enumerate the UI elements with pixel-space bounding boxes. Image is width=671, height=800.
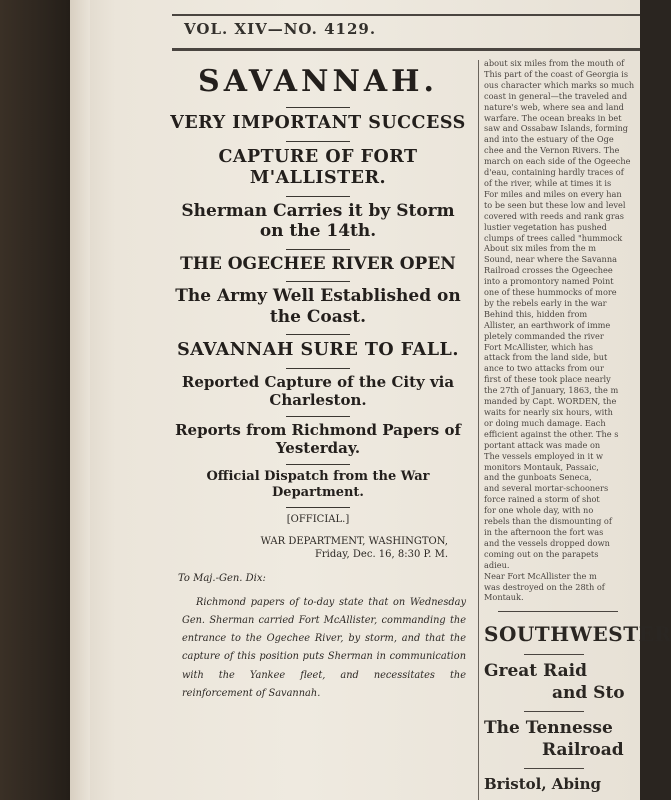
deck-1: VERY IMPORTANT SUCCESS (170, 113, 466, 133)
dispatch-body: Richmond papers of to-day state that on Wednesday Gen. Sherman carried Fort McAllister, commanding the entrance to the Ogechee River, by storm, and that the capture of this position puts Sherman in communication with the Yankee fleet, and necessitates the reinforcement of Savannah. (182, 597, 466, 699)
right-column-line: attack from the land side, but (484, 352, 608, 363)
deck-rule (286, 281, 350, 282)
right-column-line: first of these took place nearly (484, 374, 611, 385)
right-column-line: about six miles from the mouth of (484, 58, 625, 68)
right-heading-1: SOUTHWESTER (484, 622, 671, 647)
right-column-line: in the afternoon the fort was (484, 526, 604, 537)
right-column-text (484, 58, 644, 603)
right-column-line: Sound, near where the Savanna (484, 254, 617, 265)
headline: SAVANNAH. (198, 64, 438, 99)
right-column (484, 58, 671, 794)
right-column-line: by the rebels early in the war (484, 297, 607, 308)
masthead-rule-bottom (172, 48, 640, 51)
right-heading-4: The Tennesse (484, 718, 613, 739)
right-column-line: ance to two attacks from our (484, 363, 604, 374)
right-column-line: for one whole day, with no (484, 505, 594, 516)
right-column-line: nature's web, where sea and land (484, 101, 624, 112)
right-heading-5: Railroad (542, 740, 624, 761)
right-column-line: pletely commanded the river (484, 330, 604, 341)
right-column-line: Behind this, hidden from (484, 308, 588, 319)
right-column-line: This part of the coast of Georgia is (484, 68, 629, 79)
deck-rule (286, 249, 350, 250)
right-heading-2: Great Raid (484, 661, 587, 682)
right-column-line: to be seen but these low and level (484, 199, 626, 210)
right-column-line: clumps of trees called "hummock (484, 232, 623, 243)
right-column-line: and several mortar-schooners (484, 483, 609, 494)
right-column-line: one of these hummocks of more (484, 287, 617, 298)
right-column-line: or doing much damage. Each (484, 417, 606, 428)
right-column-line: d'eau, containing hardly traces of (484, 167, 624, 178)
right-column-line: Near Fort McAllister the m (484, 570, 597, 581)
right-column-line: Allister, an earthwork of imme (484, 319, 611, 330)
right-heading-6: Bristol, Abing (484, 775, 602, 794)
right-column-line: Montauk. (484, 592, 524, 603)
deck-6: SAVANNAH SURE TO FALL. (177, 339, 459, 360)
deck-4: THE OGECHEE RIVER OPEN (180, 253, 456, 274)
right-column-line: Fort McAllister, which has (484, 341, 593, 352)
right-column-rule (498, 611, 618, 612)
right-column-line: Railroad crosses the Ogeechee (484, 265, 613, 276)
deck-7: Reported Capture of the City via Charleston. (181, 372, 455, 409)
right-column-line: waits for nearly six hours, with (484, 407, 613, 417)
right-column-rule (524, 654, 584, 655)
dispatch-dept: WAR DEPARTMENT, WASHINGTON, (260, 536, 448, 548)
right-column-line: and the vessels dropped down (484, 537, 610, 548)
deck-rule (286, 416, 350, 417)
right-column-line: efficient against the other. The s (484, 428, 619, 439)
right-column-line: of the river, while at times it is (484, 177, 612, 188)
deck-rule (286, 507, 350, 508)
article-column (166, 58, 470, 713)
right-column-line: force rained a storm of shot (484, 494, 600, 505)
right-column-line: saw and Ossabaw Islands, forming (484, 123, 629, 134)
right-column-line: lustier vegetation has pushed (484, 221, 607, 232)
right-column-line: The vessels employed in it w (484, 450, 604, 461)
right-column-line: was destroyed on the 28th of (484, 581, 605, 592)
right-column-line: warfare. The ocean breaks in bet (484, 112, 622, 123)
right-heading-3: and Sto (552, 683, 625, 704)
deck-rule (286, 196, 350, 197)
right-column-line: into a promontory named Point (484, 276, 614, 287)
deck-3: Sherman Carries it by Storm on the 14th. (181, 201, 455, 242)
right-column-line: portant attack was made on (484, 439, 601, 450)
deck-9: Official Dispatch from the War Department. (206, 468, 430, 500)
right-column-line: covered with reeds and rank gras (484, 210, 624, 221)
dispatch-addressee: To Maj.-Gen. Dix: (178, 573, 266, 585)
right-column-line: manded by Capt. WORDEN, the (484, 396, 617, 407)
volume-line: VOL. XIV—NO. 4129. (184, 20, 377, 38)
right-column-line: For miles and miles on every han (484, 188, 622, 199)
official-label: [OFFICIAL.] (286, 514, 350, 526)
right-column-line: and the gunboats Seneca, (484, 472, 592, 483)
dispatch-dateline (166, 535, 470, 561)
deck-8: Reports from Richmond Papers of Yesterday. (175, 420, 461, 457)
deck-rule (286, 464, 350, 465)
right-column-line: coast in general—the traveled and (484, 90, 628, 101)
right-column-rule (524, 711, 584, 712)
right-column-line: march on each side of the Ogeeche (484, 156, 631, 167)
right-column-line: and into the estuary of the Oge (484, 134, 614, 145)
right-column-line: rebels than the dismounting of (484, 516, 612, 527)
deck-rule (286, 141, 350, 142)
right-column-line: coming out on the parapets (484, 548, 599, 559)
right-column-line: the 27th of January, 1863, the m (484, 385, 619, 396)
deck-rule (286, 107, 350, 108)
right-column-line: monitors Montauk, Passaic, (484, 461, 599, 472)
right-column-line: chee and the Vernon Rivers. The (484, 145, 620, 156)
deck-rule (286, 334, 350, 335)
deck-rule (286, 368, 350, 369)
deck-2: CAPTURE OF FORT M'ALLISTER. (218, 147, 418, 188)
dispatch-date: Friday, Dec. 16, 8:30 P. M. (314, 549, 448, 561)
right-column-line: ous character which marks so much (484, 79, 635, 90)
right-column-line: adieu. (484, 559, 510, 570)
right-column-line: About six miles from the m (484, 243, 596, 254)
column-rule (478, 60, 479, 800)
masthead-rule-top (172, 14, 640, 16)
right-column-rule (524, 768, 584, 769)
deck-5: The Army Well Established on the Coast. (175, 286, 461, 327)
